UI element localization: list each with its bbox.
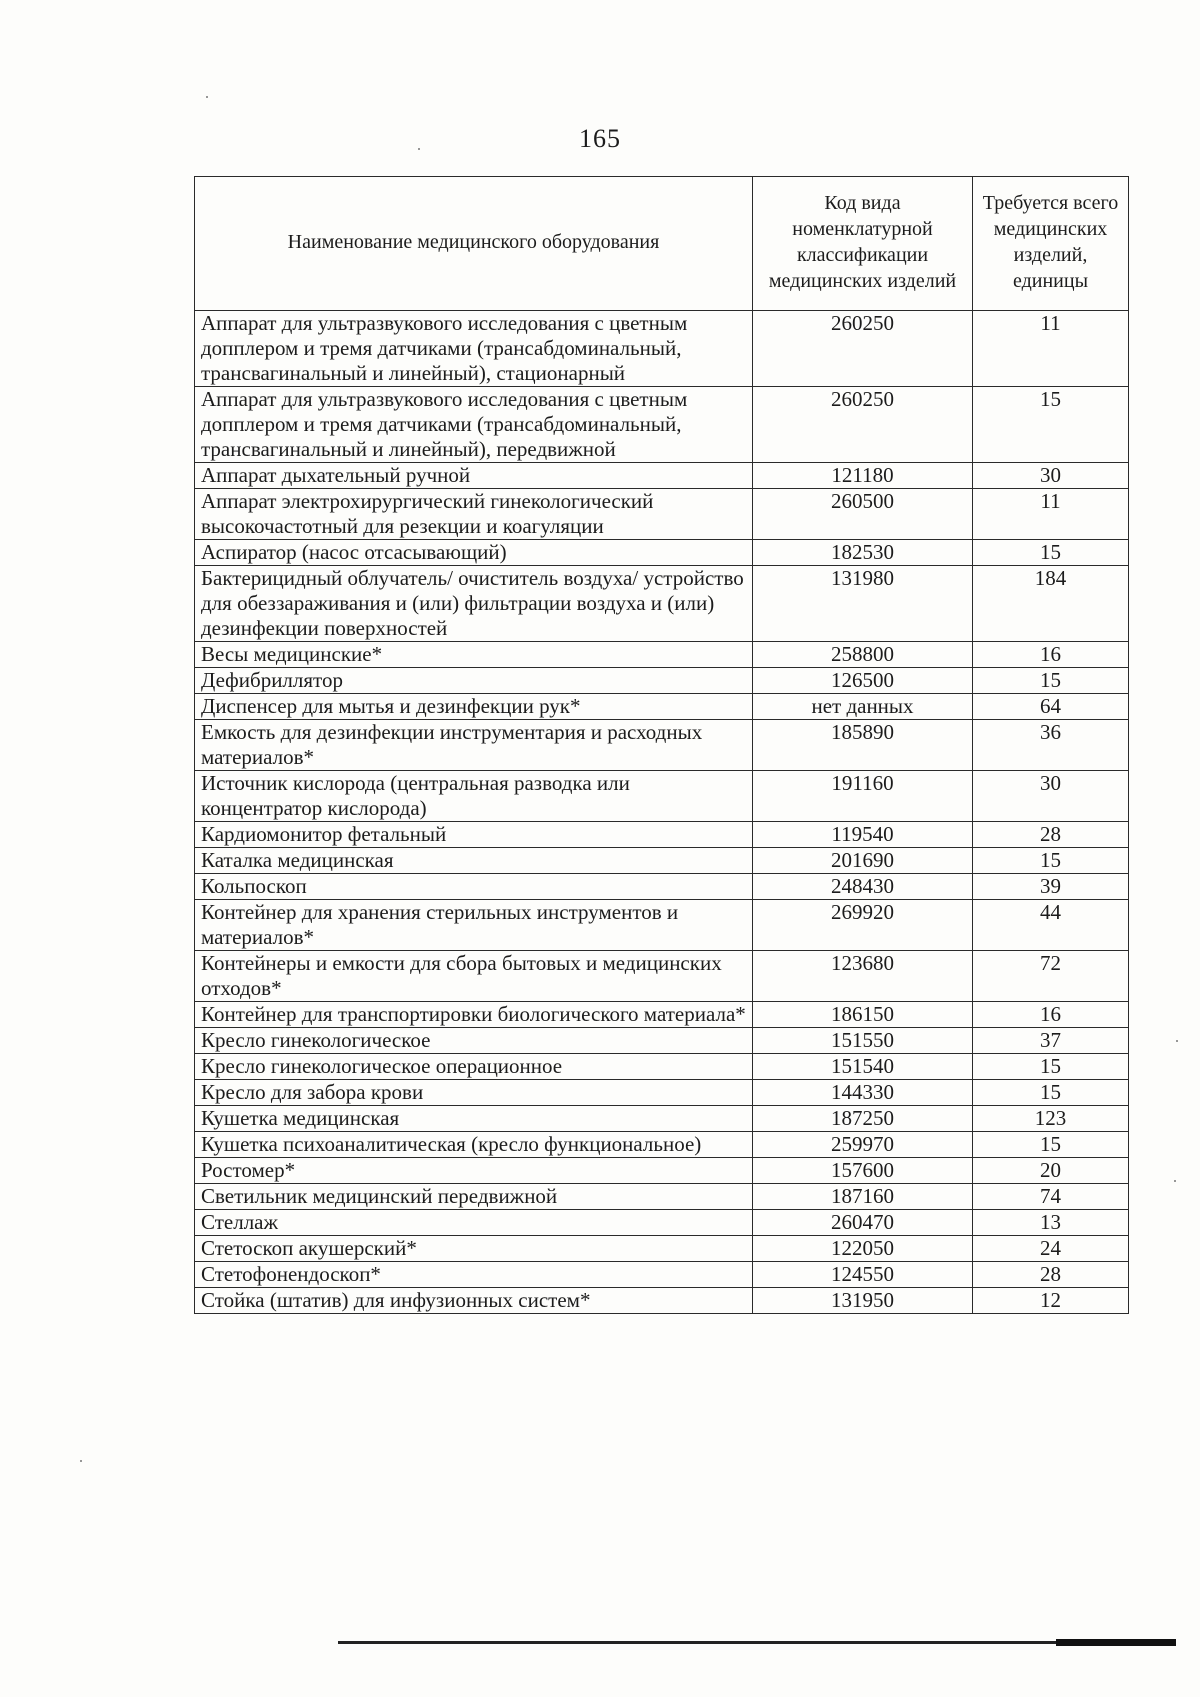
table-row	[195, 540, 1129, 566]
table-row	[195, 1184, 1129, 1210]
cell-equipment-name: Кушетка медицинская	[195, 1106, 753, 1132]
table-row	[195, 771, 1129, 822]
cell-required-quantity: 74	[973, 1184, 1129, 1210]
table-row	[195, 900, 1129, 951]
cell-equipment-name: Аппарат для ультразвукового исследования с цветным допплером и тремя датчиками (трансабдоминальный, трансвагинальный и линейный), передвижной	[195, 387, 753, 463]
cell-classification-code: 186150	[753, 1002, 973, 1028]
cell-required-quantity: 30	[973, 771, 1129, 822]
header-equipment-name: Наименование медицинского оборудования	[195, 177, 753, 311]
cell-classification-code: 187250	[753, 1106, 973, 1132]
cell-classification-code: 260250	[753, 387, 973, 463]
cell-required-quantity: 20	[973, 1158, 1129, 1184]
table-row	[195, 1262, 1129, 1288]
cell-equipment-name: Аспиратор (насос отсасывающий)	[195, 540, 753, 566]
cell-required-quantity: 123	[973, 1106, 1129, 1132]
cell-required-quantity: 30	[973, 463, 1129, 489]
table-row	[195, 566, 1129, 642]
cell-classification-code: 119540	[753, 822, 973, 848]
cell-equipment-name: Диспенсер для мытья и дезинфекции рук*	[195, 694, 753, 720]
cell-classification-code: 248430	[753, 874, 973, 900]
table-row	[195, 463, 1129, 489]
table-row	[195, 311, 1129, 387]
cell-equipment-name: Дефибриллятор	[195, 668, 753, 694]
cell-equipment-name: Кушетка психоаналитическая (кресло функциональное)	[195, 1132, 753, 1158]
cell-classification-code: 151550	[753, 1028, 973, 1054]
table-row	[195, 694, 1129, 720]
cell-required-quantity: 24	[973, 1236, 1129, 1262]
cell-equipment-name: Стетофонендоскоп*	[195, 1262, 753, 1288]
table-row	[195, 387, 1129, 463]
cell-classification-code: 121180	[753, 463, 973, 489]
table-row	[195, 951, 1129, 1002]
cell-required-quantity: 39	[973, 874, 1129, 900]
cell-equipment-name: Кресло для забора крови	[195, 1080, 753, 1106]
cell-classification-code: нет данных	[753, 694, 973, 720]
cell-equipment-name: Кресло гинекологическое операционное	[195, 1054, 753, 1080]
cell-required-quantity: 15	[973, 1132, 1129, 1158]
cell-equipment-name: Аппарат дыхательный ручной	[195, 463, 753, 489]
cell-required-quantity: 16	[973, 642, 1129, 668]
cell-classification-code: 191160	[753, 771, 973, 822]
cell-required-quantity: 15	[973, 387, 1129, 463]
cell-equipment-name: Стойка (штатив) для инфузионных систем*	[195, 1288, 753, 1314]
table-row	[195, 848, 1129, 874]
table-row	[195, 822, 1129, 848]
cell-required-quantity: 28	[973, 822, 1129, 848]
header-classification-code: Код вида номенклатурной классификации медицинских изделий	[753, 177, 973, 311]
bottom-rule	[338, 1641, 1176, 1644]
equipment-table	[194, 176, 1129, 1314]
cell-classification-code: 201690	[753, 848, 973, 874]
cell-required-quantity: 11	[973, 489, 1129, 540]
cell-classification-code: 260470	[753, 1210, 973, 1236]
table-row	[195, 1236, 1129, 1262]
table-header-row	[195, 177, 1129, 311]
cell-equipment-name: Емкость для дезинфекции инструментария и расходных материалов*	[195, 720, 753, 771]
cell-equipment-name: Светильник медицинский передвижной	[195, 1184, 753, 1210]
cell-required-quantity: 16	[973, 1002, 1129, 1028]
cell-classification-code: 131950	[753, 1288, 973, 1314]
cell-equipment-name: Источник кислорода (центральная разводка или концентратор кислорода)	[195, 771, 753, 822]
cell-classification-code: 259970	[753, 1132, 973, 1158]
cell-classification-code: 260250	[753, 311, 973, 387]
cell-required-quantity: 64	[973, 694, 1129, 720]
table-row	[195, 642, 1129, 668]
cell-classification-code: 151540	[753, 1054, 973, 1080]
cell-classification-code: 144330	[753, 1080, 973, 1106]
cell-required-quantity: 44	[973, 900, 1129, 951]
table-row	[195, 1054, 1129, 1080]
table-row	[195, 1028, 1129, 1054]
cell-required-quantity: 13	[973, 1210, 1129, 1236]
table-row	[195, 874, 1129, 900]
cell-required-quantity: 72	[973, 951, 1129, 1002]
cell-classification-code: 269920	[753, 900, 973, 951]
cell-required-quantity: 11	[973, 311, 1129, 387]
header-required-quantity: Требуется всего медицинских изделий, единицы	[973, 177, 1129, 311]
cell-required-quantity: 28	[973, 1262, 1129, 1288]
table-row	[195, 1106, 1129, 1132]
table-row	[195, 1132, 1129, 1158]
table-row	[195, 1288, 1129, 1314]
cell-classification-code: 185890	[753, 720, 973, 771]
cell-classification-code: 126500	[753, 668, 973, 694]
cell-equipment-name: Стеллаж	[195, 1210, 753, 1236]
cell-classification-code: 123680	[753, 951, 973, 1002]
page-number: 165	[579, 124, 621, 153]
cell-classification-code: 131980	[753, 566, 973, 642]
cell-classification-code: 258800	[753, 642, 973, 668]
cell-classification-code: 260500	[753, 489, 973, 540]
cell-classification-code: 122050	[753, 1236, 973, 1262]
table-row	[195, 1002, 1129, 1028]
cell-classification-code: 182530	[753, 540, 973, 566]
cell-equipment-name: Стетоскоп акушерский*	[195, 1236, 753, 1262]
cell-equipment-name: Контейнеры и емкости для сбора бытовых и медицинских отходов*	[195, 951, 753, 1002]
cell-equipment-name: Кресло гинекологическое	[195, 1028, 753, 1054]
cell-equipment-name: Каталка медицинская	[195, 848, 753, 874]
cell-required-quantity: 15	[973, 848, 1129, 874]
cell-equipment-name: Весы медицинские*	[195, 642, 753, 668]
cell-required-quantity: 37	[973, 1028, 1129, 1054]
cell-equipment-name: Кардиомонитор фетальный	[195, 822, 753, 848]
cell-required-quantity: 36	[973, 720, 1129, 771]
cell-required-quantity: 15	[973, 540, 1129, 566]
cell-equipment-name: Аппарат электрохирургический гинекологический высокочастотный для резекции и коагуляции	[195, 489, 753, 540]
table-row	[195, 1158, 1129, 1184]
cell-equipment-name: Бактерицидный облучатель/ очиститель воздуха/ устройство для обеззараживания и (или) фильтрации воздуха и (или) дезинфекции поверхностей	[195, 566, 753, 642]
cell-equipment-name: Контейнер для хранения стерильных инструментов и материалов*	[195, 900, 753, 951]
cell-required-quantity: 15	[973, 1054, 1129, 1080]
cell-required-quantity: 15	[973, 1080, 1129, 1106]
cell-required-quantity: 12	[973, 1288, 1129, 1314]
cell-equipment-name: Контейнер для транспортировки биологического материала*	[195, 1002, 753, 1028]
cell-classification-code: 157600	[753, 1158, 973, 1184]
cell-equipment-name: Аппарат для ультразвукового исследования с цветным допплером и тремя датчиками (трансабдоминальный, трансвагинальный и линейный), стационарный	[195, 311, 753, 387]
table-body	[195, 311, 1129, 1314]
cell-classification-code: 187160	[753, 1184, 973, 1210]
cell-classification-code: 124550	[753, 1262, 973, 1288]
table-row	[195, 720, 1129, 771]
cell-equipment-name: Ростомер*	[195, 1158, 753, 1184]
cell-equipment-name: Кольпоскоп	[195, 874, 753, 900]
cell-required-quantity: 15	[973, 668, 1129, 694]
table-row	[195, 668, 1129, 694]
table-row	[195, 489, 1129, 540]
table-row	[195, 1210, 1129, 1236]
cell-required-quantity: 184	[973, 566, 1129, 642]
table-row	[195, 1080, 1129, 1106]
